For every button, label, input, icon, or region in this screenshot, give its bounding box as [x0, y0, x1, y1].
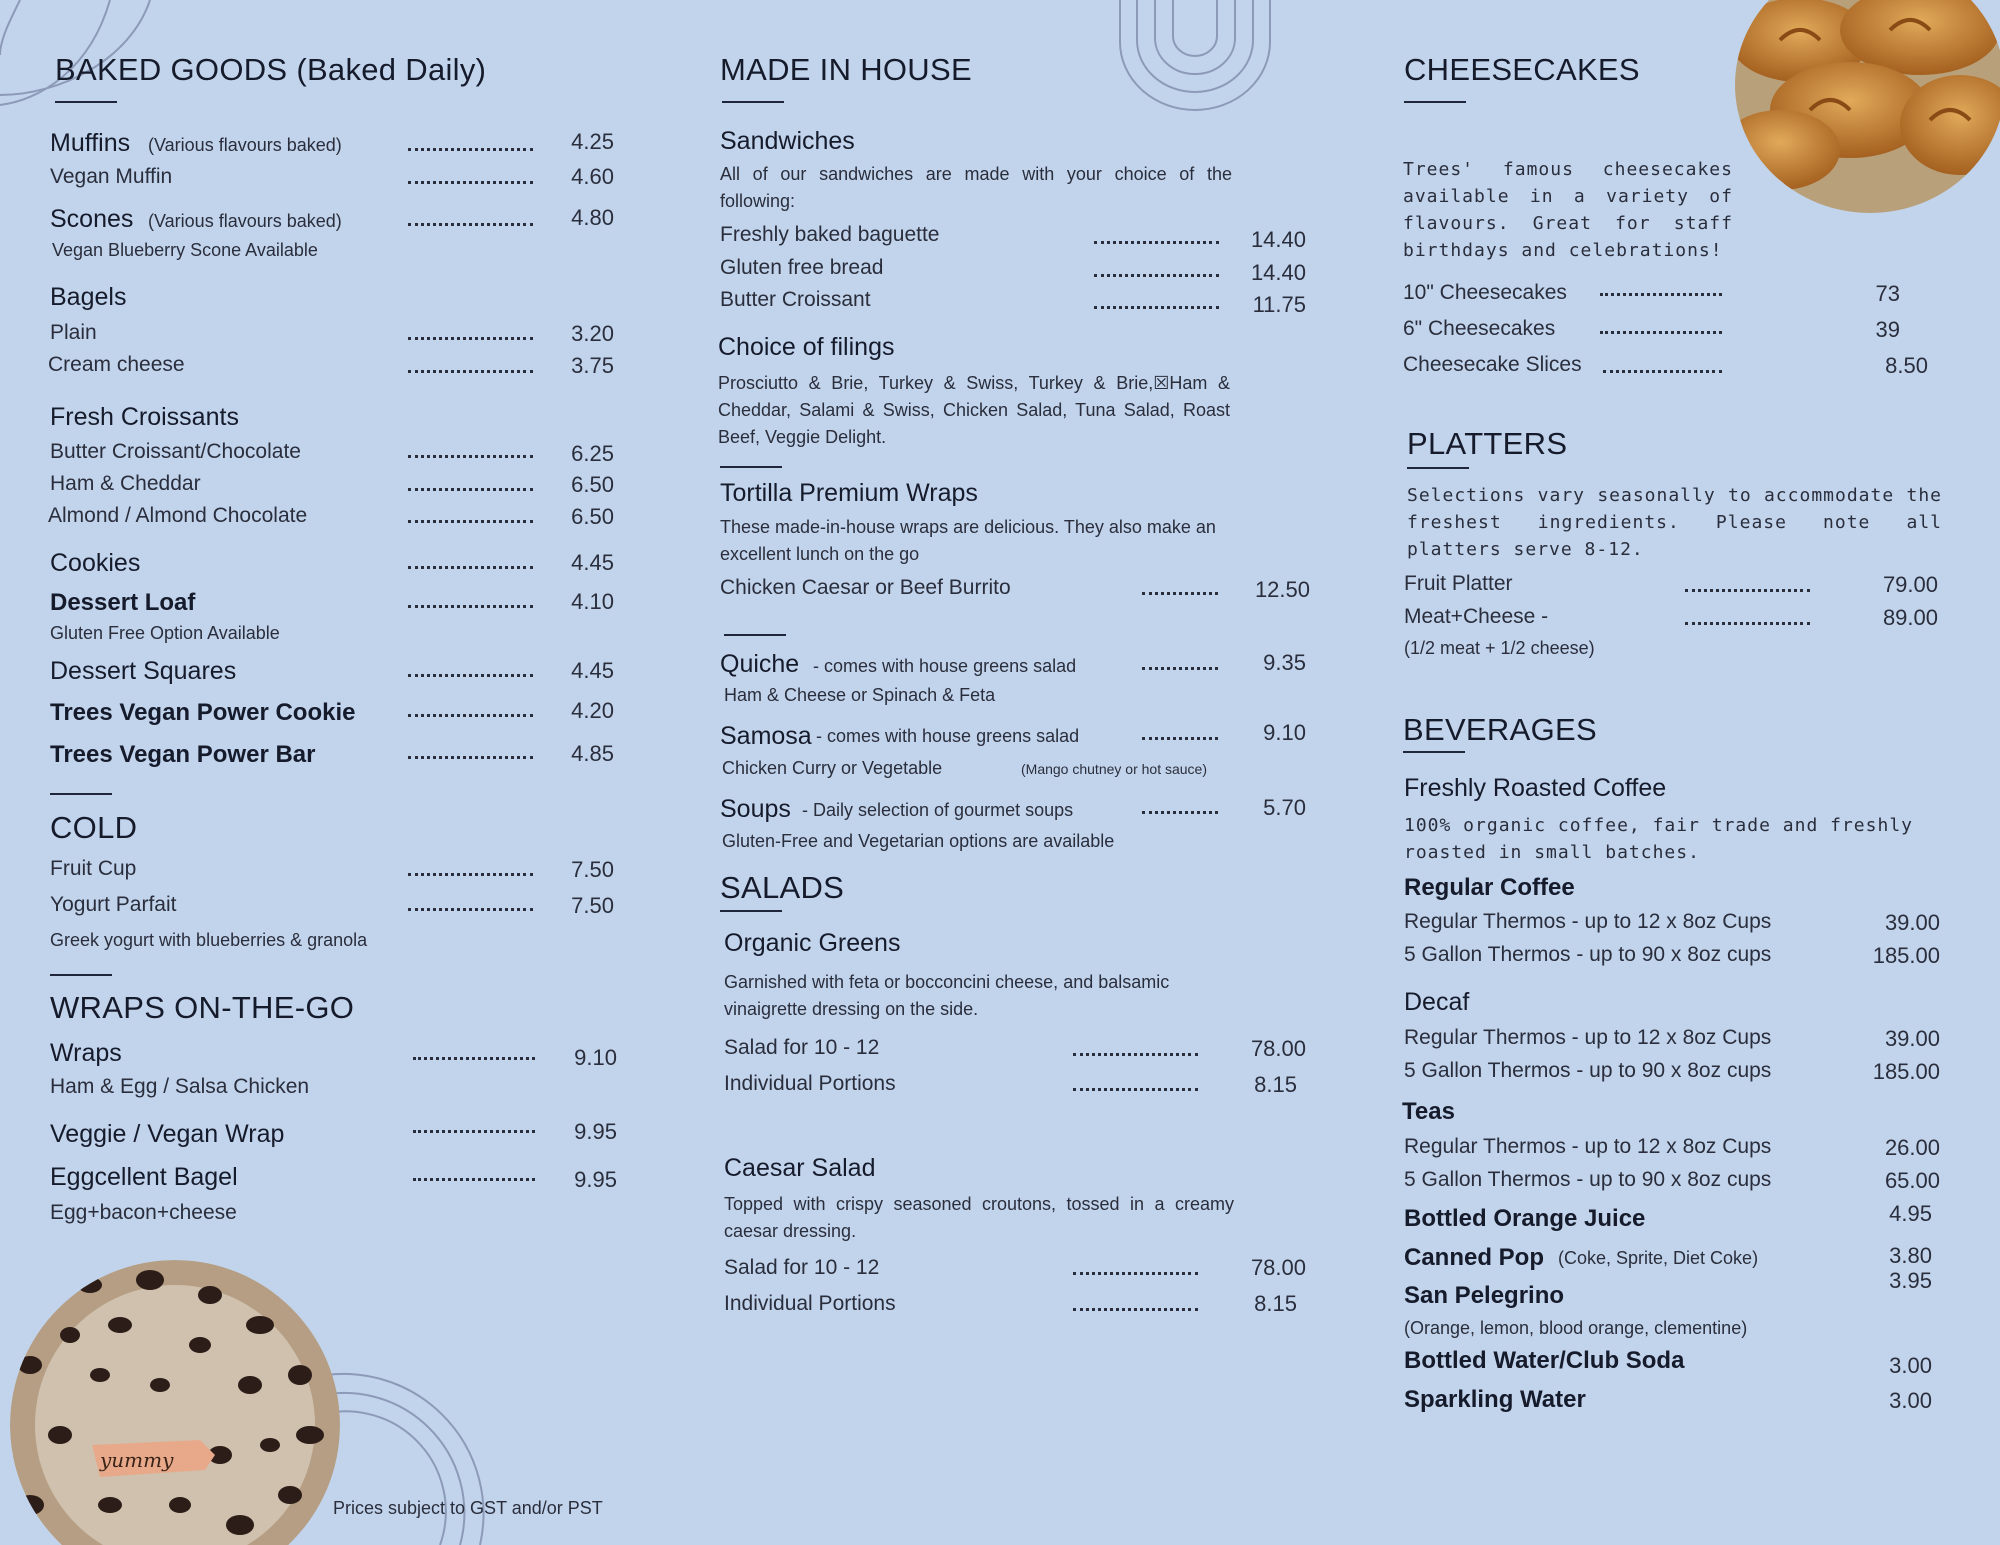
item-decaf-gallon: 5 Gallon Thermos - up to 90 x 8oz cups: [1404, 1059, 1772, 1082]
price-samosa: 9.10: [1263, 720, 1306, 745]
item-butter-croissant-sandwich: Butter Croissant: [720, 288, 871, 311]
section-title-wraps-go: WRAPS ON-THE-GO: [50, 990, 355, 1025]
item-fruit-cup: Fruit Cup: [50, 857, 137, 880]
item-caesar-burrito: Chicken Caesar or Beef Burrito: [720, 576, 1011, 599]
price-quiche: 9.35: [1263, 650, 1306, 675]
item-cheesecake-slices: Cheesecake Slices: [1403, 353, 1582, 376]
heading-decaf: Decaf: [1404, 988, 1470, 1016]
item-cream-cheese: Cream cheese: [48, 353, 185, 376]
price-wraps: 9.10: [574, 1045, 617, 1070]
item-cookies: Cookies: [50, 549, 141, 577]
price-san-pelegrino: 3.95: [1889, 1268, 1932, 1293]
sub-samosa: Chicken Curry or Vegetable: [722, 758, 943, 778]
item-decaf-thermos: Regular Thermos - up to 12 x 8oz Cups: [1404, 1026, 1772, 1049]
dot-leader: [408, 148, 533, 151]
dot-leader: [1685, 589, 1810, 592]
dot-leader: [408, 455, 533, 458]
dot-leader: [1600, 293, 1722, 296]
item-ham-cheddar: Ham & Cheddar: [50, 472, 201, 495]
dot-leader: [408, 674, 533, 677]
item-muffins: Muffins: [50, 129, 131, 157]
heading-tortilla-wraps: Tortilla Premium Wraps: [720, 479, 978, 507]
price-power-bar: 4.85: [571, 741, 614, 766]
heading-coffee: Freshly Roasted Coffee: [1404, 774, 1667, 802]
item-san-pelegrino: San Pelegrino: [1404, 1282, 1565, 1309]
item-power-cookie: Trees Vegan Power Cookie: [50, 699, 356, 726]
divider: [55, 101, 117, 103]
heading-teas: Teas: [1402, 1098, 1455, 1125]
item-fruit-platter: Fruit Platter: [1404, 572, 1513, 595]
price-cookies: 4.45: [571, 550, 614, 575]
sub-quiche: Ham & Cheese or Spinach & Feta: [724, 685, 996, 705]
item-dessert-squares: Dessert Squares: [50, 657, 237, 685]
dot-leader: [1073, 1088, 1198, 1091]
divider: [724, 634, 786, 636]
item-gluten-free-bread: Gluten free bread: [720, 256, 884, 279]
price-plain: 3.20: [571, 321, 614, 346]
item-organic-individual: Individual Portions: [724, 1072, 896, 1095]
desc-tortilla-wraps: These made-in-house wraps are delicious. They also make an excellent lunch on the go: [720, 517, 1216, 564]
dot-leader: [408, 181, 533, 184]
price-almond: 6.50: [571, 504, 614, 529]
sub-wraps: Ham & Egg / Salsa Chicken: [50, 1075, 310, 1098]
item-butter-croissant: Butter Croissant/Chocolate: [50, 440, 301, 463]
item-quiche: Quiche: [720, 650, 800, 678]
heading-caesar-salad: Caesar Salad: [724, 1154, 876, 1182]
heading-organic-greens: Organic Greens: [724, 929, 901, 957]
heading-bagels: Bagels: [50, 283, 127, 311]
desc-caesar-salad: Topped with crispy seasoned croutons, tossed in a creamy caesar dressing.: [724, 1194, 1234, 1241]
price-cream-cheese: 3.75: [571, 353, 614, 378]
price-tea-gallon: 65.00: [1884, 1168, 1940, 1193]
price-meat-cheese: 89.00: [1882, 605, 1938, 630]
dot-leader: [1142, 592, 1218, 595]
divider: [720, 910, 782, 912]
cheesecake-photo: [0, 1255, 345, 1545]
divider: [720, 466, 782, 468]
heading-croissants: Fresh Croissants: [50, 403, 239, 431]
price-baguette: 14.40: [1250, 227, 1306, 252]
sub-eggcellent: Egg+bacon+cheese: [50, 1201, 237, 1224]
price-regular-gallon: 185.00: [1872, 943, 1940, 968]
heading-fillings: Choice of filings: [718, 333, 895, 361]
divider: [50, 974, 112, 976]
dot-leader: [408, 337, 533, 340]
dot-leader: [1142, 811, 1218, 814]
section-title-platters: PLATTERS: [1407, 426, 1568, 461]
dot-leader: [408, 908, 533, 911]
note-quiche: - comes with house greens salad: [813, 656, 1077, 676]
item-6-cheesecake: 6" Cheesecakes: [1403, 317, 1556, 340]
dot-leader: [413, 1178, 535, 1181]
item-samosa: Samosa: [720, 722, 812, 750]
note-scones: (Various flavours baked): [148, 211, 342, 231]
item-baguette: Freshly baked baguette: [720, 223, 940, 246]
price-gluten-free-bread: 14.40: [1250, 260, 1306, 285]
item-bottled-water: Bottled Water/Club Soda: [1404, 1347, 1685, 1374]
price-organic-salad: 78.00: [1250, 1036, 1306, 1061]
dot-leader: [1073, 1272, 1198, 1275]
item-vegan-muffin: Vegan Muffin: [50, 165, 173, 188]
item-caesar-salad-group: Salad for 10 - 12: [724, 1256, 880, 1279]
price-10-cheesecake: 73: [1875, 281, 1900, 306]
price-orange-juice: 4.95: [1889, 1201, 1932, 1226]
sauce-samosa: (Mango chutney or hot sauce): [1021, 761, 1207, 777]
item-10-cheesecake: 10" Cheesecakes: [1403, 281, 1567, 304]
divider: [722, 101, 784, 103]
note-samosa: - comes with house greens salad: [816, 726, 1080, 746]
price-caesar-salad-group: 78.00: [1250, 1255, 1306, 1280]
dot-leader: [408, 714, 533, 717]
heading-regular-coffee: Regular Coffee: [1404, 874, 1575, 901]
price-dessert-squares: 4.45: [571, 658, 614, 683]
svg-text:yummy: yummy: [100, 1448, 174, 1472]
price-bottled-water: 3.00: [1889, 1353, 1932, 1378]
sub-soups: Gluten-Free and Vegetarian options are available: [722, 831, 1115, 851]
dot-leader: [408, 605, 533, 608]
item-regular-gallon: 5 Gallon Thermos - up to 90 x 8oz cups: [1404, 943, 1772, 966]
desc-organic-greens: Garnished with feta or bocconcini cheese, and balsamic vinaigrette dressing on the side.: [724, 972, 1170, 1019]
price-dessert-loaf: 4.10: [571, 589, 614, 614]
item-scones: Scones: [50, 205, 134, 233]
croissants-photo: [1720, 0, 2000, 215]
dot-leader: [408, 566, 533, 569]
desc-coffee: 100% organic coffee, fair trade and freshly roasted in small batches.: [1404, 815, 1913, 863]
price-tea-thermos: 26.00: [1884, 1135, 1940, 1160]
divider: [1407, 467, 1469, 469]
item-wraps: Wraps: [50, 1039, 122, 1067]
section-title-baked-goods: BAKED GOODS (Baked Daily): [55, 52, 487, 87]
sub-meat-cheese: (1/2 meat + 1/2 cheese): [1404, 638, 1595, 658]
dot-leader: [1073, 1308, 1198, 1311]
price-soups: 5.70: [1263, 795, 1306, 820]
item-eggcellent: Eggcellent Bagel: [50, 1163, 238, 1191]
item-plain: Plain: [50, 321, 97, 344]
price-fruit-platter: 79.00: [1882, 572, 1938, 597]
dot-leader: [1603, 370, 1722, 373]
price-decaf-thermos: 39.00: [1884, 1026, 1940, 1051]
item-sparkling-water: Sparkling Water: [1404, 1386, 1586, 1413]
item-orange-juice: Bottled Orange Juice: [1404, 1205, 1646, 1232]
price-parfait: 7.50: [571, 893, 614, 918]
note-soups: - Daily selection of gourmet soups: [802, 800, 1074, 820]
price-sparkling-water: 3.00: [1889, 1388, 1932, 1413]
price-power-cookie: 4.20: [571, 698, 614, 723]
dot-leader: [1142, 737, 1218, 740]
dot-leader: [413, 1130, 535, 1133]
price-regular-thermos: 39.00: [1884, 910, 1940, 935]
desc-sandwiches: All of our sandwiches are made with your choice of the following:: [720, 164, 1232, 211]
price-caesar-individual: 8.15: [1254, 1291, 1297, 1316]
heading-sandwiches: Sandwiches: [720, 127, 855, 155]
dot-leader: [408, 488, 533, 491]
footer-tax-note: Prices subject to GST and/or PST: [333, 1498, 603, 1518]
item-soups: Soups: [720, 795, 791, 823]
price-organic-individual: 8.15: [1254, 1072, 1297, 1097]
item-veggie-wrap: Veggie / Vegan Wrap: [50, 1120, 285, 1148]
item-tea-gallon: 5 Gallon Thermos - up to 90 x 8oz cups: [1404, 1168, 1772, 1191]
dot-leader: [1685, 622, 1810, 625]
dot-leader: [1142, 667, 1218, 670]
divider: [50, 793, 112, 795]
item-organic-salad: Salad for 10 - 12: [724, 1036, 880, 1059]
price-muffins: 4.25: [571, 129, 614, 154]
decorative-arches-top: [1115, 0, 1275, 112]
section-title-made-in-house: MADE IN HOUSE: [720, 52, 972, 87]
desc-cheesecakes: Trees' famous cheesecakes available in a variety of flavours. Great for staff birthdays and celebrations!: [1403, 159, 1733, 261]
price-scones: 4.80: [571, 205, 614, 230]
dot-leader: [408, 520, 533, 523]
sub-scones: Vegan Blueberry Scone Available: [52, 240, 318, 260]
price-butter-croissant-sandwich: 11.75: [1252, 292, 1306, 317]
item-parfait: Yogurt Parfait: [50, 893, 177, 916]
dot-leader: [408, 873, 533, 876]
price-decaf-gallon: 185.00: [1872, 1059, 1940, 1084]
desc-fillings: Prosciutto & Brie, Turkey & Swiss, Turkey & Brie,☒Ham & Cheddar, Salami & Swiss, Chicken Salad, Tuna Salad, Roast Beef, Veggie Delight.: [718, 373, 1230, 447]
note-canned-pop: (Coke, Sprite, Diet Coke): [1558, 1248, 1759, 1268]
sub-parfait: Greek yogurt with blueberries & granola: [50, 930, 368, 950]
section-title-cold: COLD: [50, 810, 138, 845]
section-title-beverages: BEVERAGES: [1403, 712, 1597, 747]
dot-leader: [1094, 274, 1219, 277]
price-butter-croissant: 6.25: [571, 441, 614, 466]
item-power-bar: Trees Vegan Power Bar: [50, 741, 316, 768]
dot-leader: [1073, 1053, 1198, 1056]
item-canned-pop: Canned Pop: [1404, 1244, 1545, 1271]
price-vegan-muffin: 4.60: [571, 164, 614, 189]
item-caesar-individual: Individual Portions: [724, 1292, 896, 1315]
sub-san-pelegrino: (Orange, lemon, blood orange, clementine): [1404, 1318, 1748, 1338]
dot-leader: [408, 370, 533, 373]
price-ham-cheddar: 6.50: [571, 472, 614, 497]
divider: [1403, 751, 1465, 753]
dot-leader: [413, 1057, 535, 1060]
item-meat-cheese: Meat+Cheese -: [1404, 605, 1549, 628]
price-cheesecake-slices: 8.50: [1885, 353, 1928, 378]
sub-dessert-loaf: Gluten Free Option Available: [50, 623, 280, 643]
price-canned-pop: 3.80: [1889, 1243, 1932, 1268]
desc-platters: Selections vary seasonally to accommodate the freshest ingredients. Please note all platters serve 8-12.: [1407, 485, 1942, 560]
divider: [1404, 101, 1466, 103]
item-tea-thermos: Regular Thermos - up to 12 x 8oz Cups: [1404, 1135, 1772, 1158]
section-title-cheesecakes: CHEESECAKES: [1404, 52, 1640, 87]
item-regular-thermos: Regular Thermos - up to 12 x 8oz Cups: [1404, 910, 1772, 933]
section-title-salads: SALADS: [720, 870, 845, 905]
price-caesar-burrito: 12.50: [1254, 577, 1310, 602]
price-6-cheesecake: 39: [1875, 317, 1900, 342]
item-dessert-loaf: Dessert Loaf: [50, 589, 196, 616]
price-eggcellent: 9.95: [574, 1167, 617, 1192]
note-muffins: (Various flavours baked): [148, 135, 342, 155]
dot-leader: [408, 223, 533, 226]
dot-leader: [1094, 306, 1219, 309]
dot-leader: [1600, 331, 1722, 334]
dot-leader: [1094, 241, 1219, 244]
item-almond: Almond / Almond Chocolate: [48, 504, 308, 527]
dot-leader: [408, 756, 533, 759]
price-fruit-cup: 7.50: [571, 857, 614, 882]
price-veggie-wrap: 9.95: [574, 1119, 617, 1144]
